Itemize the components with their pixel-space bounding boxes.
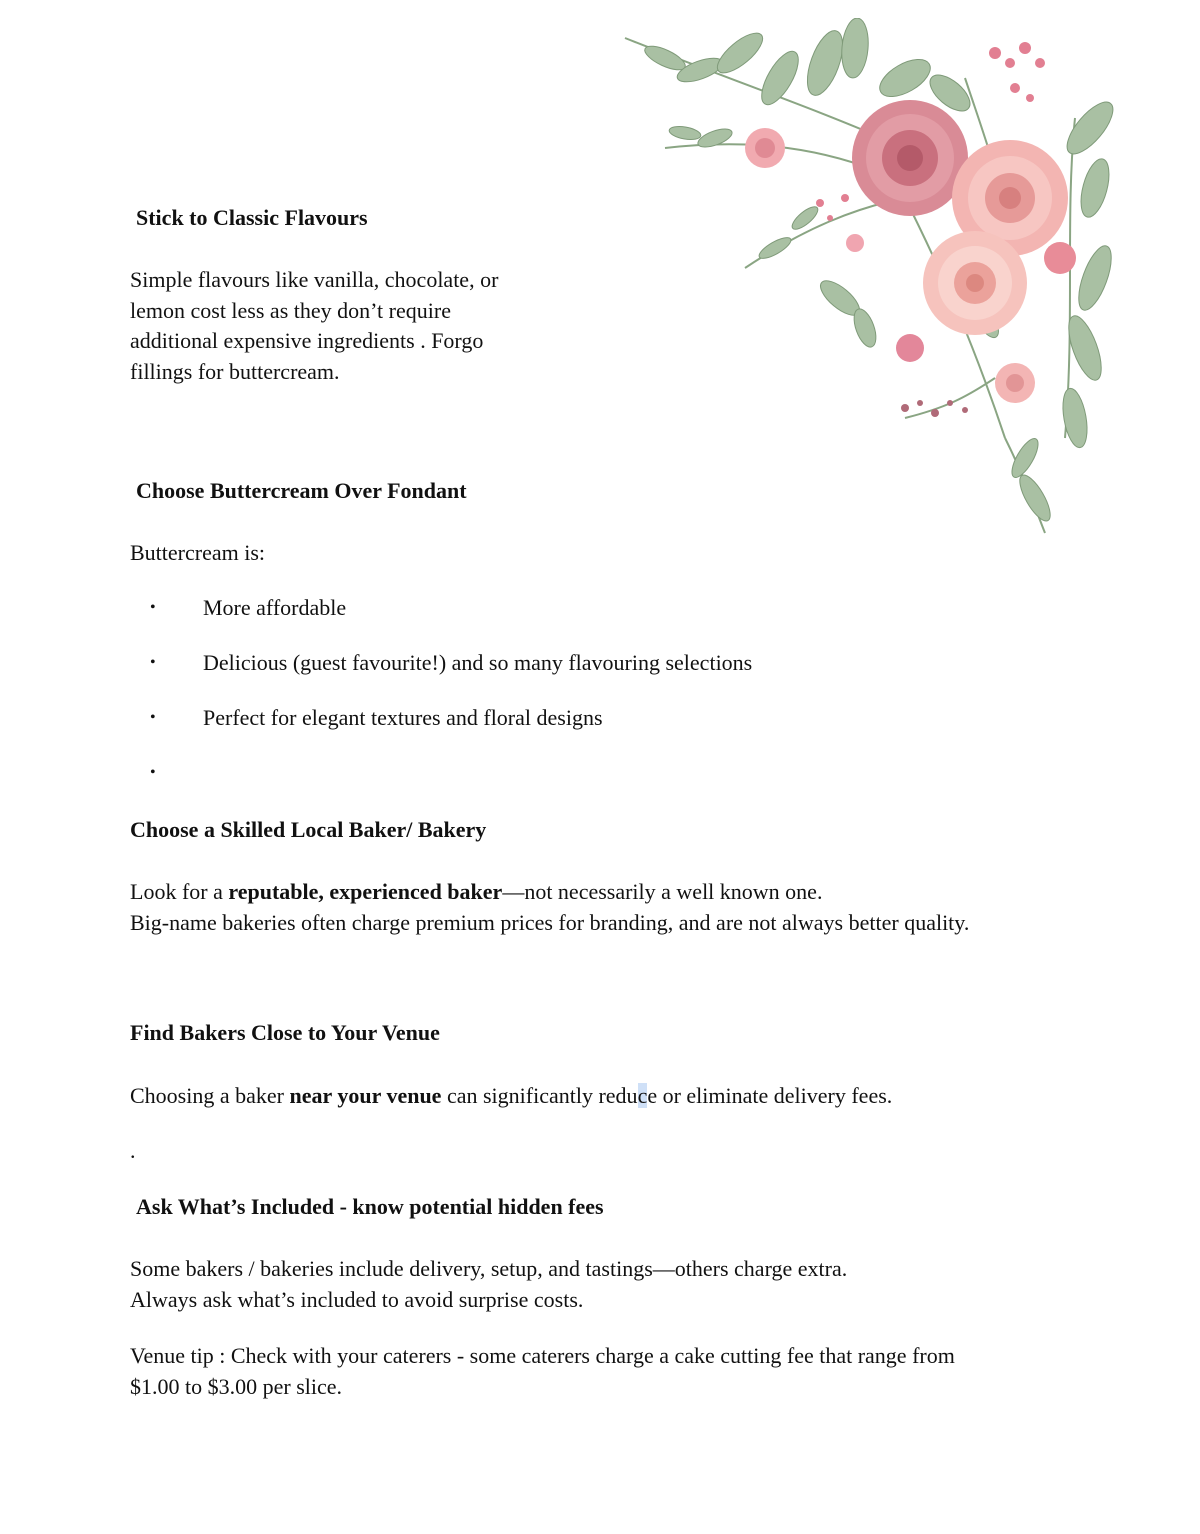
list-item bbox=[150, 649, 752, 677]
list-item bbox=[150, 704, 603, 732]
bullet-icon: • bbox=[150, 599, 156, 616]
text-segment: e or eliminate delivery fees. bbox=[647, 1083, 893, 1108]
stray-period: . bbox=[130, 1138, 136, 1163]
paragraph-line bbox=[130, 1081, 892, 1112]
bullet-icon: • bbox=[150, 709, 156, 726]
list-item bbox=[150, 594, 346, 622]
paragraph-bakers-near-venue bbox=[130, 1081, 892, 1112]
list-item-text: Delicious (guest favourite!) and so many flavouring selections bbox=[203, 650, 753, 675]
paragraph-line: Venue tip : Check with your caterers - some caterers charge a cake cutting fee that range from bbox=[130, 1343, 955, 1368]
paragraph-line: lemon cost less as they don’t require bbox=[130, 297, 451, 323]
text-segment: Choosing a baker bbox=[130, 1083, 290, 1108]
buttercream-intro: Buttercream is: bbox=[130, 540, 266, 565]
heading-hidden-fees: Ask What’s Included - know potential hidden fees bbox=[136, 1194, 604, 1219]
floral-rose-bouquet-icon bbox=[605, 18, 1130, 543]
paragraph-classic-flavours bbox=[130, 265, 498, 387]
text-segment: can significantly redu bbox=[441, 1083, 638, 1108]
text-bold: reputable, experienced baker bbox=[228, 879, 503, 904]
text-segment: Look for a bbox=[130, 879, 229, 904]
text-segment: —not necessarily a well known one. bbox=[502, 879, 823, 904]
paragraph-line: fillings for buttercream. bbox=[130, 358, 340, 384]
paragraph-line: additional expensive ingredients . Forgo bbox=[130, 328, 484, 353]
heading-classic-flavours: Stick to Classic Flavours bbox=[136, 205, 368, 230]
heading-buttercream: Choose Buttercream Over Fondant bbox=[136, 478, 467, 503]
paragraph-line: Some bakers / bakeries include delivery, setup, and tastings—others charge extra. bbox=[130, 1256, 848, 1281]
paragraph-line: Big-name bakeries often charge premium prices for branding, and are not always better quality. bbox=[130, 909, 970, 935]
list-item-text: More affordable bbox=[203, 595, 347, 620]
paragraph-line: $1.00 to $3.00 per slice. bbox=[130, 1373, 343, 1399]
bullet-icon: • bbox=[150, 654, 156, 671]
text-selection[interactable]: c bbox=[637, 1083, 648, 1108]
paragraph-line: Simple flavours like vanilla, chocolate, or bbox=[130, 267, 499, 292]
paragraph-local-baker bbox=[130, 877, 969, 938]
paragraph-line: Always ask what’s included to avoid surprise costs. bbox=[130, 1286, 584, 1312]
bullet-icon: • bbox=[150, 764, 156, 781]
paragraph-line bbox=[130, 877, 969, 908]
list-item-text: Perfect for elegant textures and floral designs bbox=[203, 705, 603, 730]
list-item bbox=[150, 759, 203, 787]
paragraph-hidden-fees bbox=[130, 1254, 847, 1315]
heading-bakers-near-venue: Find Bakers Close to Your Venue bbox=[130, 1020, 440, 1045]
text-bold: near your venue bbox=[289, 1083, 442, 1108]
paragraph-venue-tip bbox=[130, 1341, 955, 1402]
heading-local-baker: Choose a Skilled Local Baker/ Bakery bbox=[130, 817, 487, 842]
